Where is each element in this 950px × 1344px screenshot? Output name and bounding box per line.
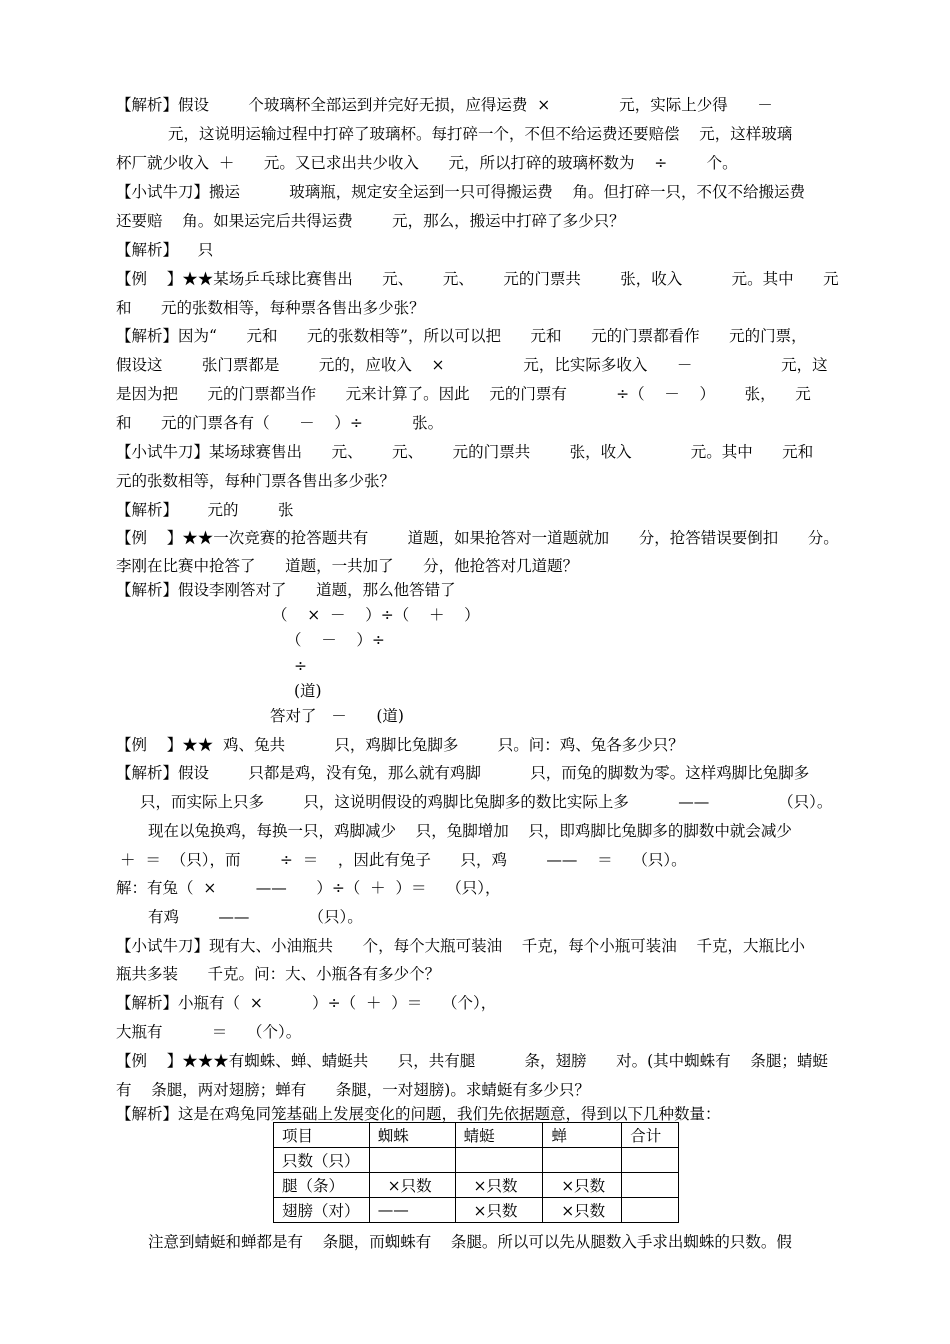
- table-cell: 翅膀（对）: [274, 1198, 370, 1223]
- text-line: （ × － ）÷（ ＋ ）: [272, 606, 480, 624]
- text-line: 【例 】★★ 鸡、兔共 只，鸡脚比兔脚多 只。问：鸡、兔各多少只？: [116, 736, 684, 754]
- text-line: 和 元的张数相等，每种票各售出多少张？: [116, 299, 425, 317]
- table-cell: [622, 1148, 679, 1173]
- table-row: [274, 1198, 679, 1223]
- text-line: ＋ ＝ （只），而 ÷ ＝ ，因此有兔子 只，鸡 —— ＝ （只）。: [120, 851, 687, 869]
- table-cell: ×只数: [455, 1198, 543, 1223]
- text-line: 和 元的门票各有（ － ）÷ 张。: [116, 414, 444, 432]
- table-header-cell: 合计: [622, 1123, 679, 1148]
- text-line: 答对了 － (道): [270, 707, 404, 725]
- text-line: 解：有兔（ × —— ）÷（ ＋ ）＝ （只），: [116, 879, 501, 897]
- text-line: 【解析】假设 只都是鸡，没有兔，那么就有鸡脚 只，而兔的脚数为零。这样鸡脚比兔脚多: [116, 764, 810, 782]
- text-line: ÷: [294, 657, 307, 675]
- text-line: 假设这 张门票都是 元的，应收入 × 元，比实际多收入 － 元，这: [116, 356, 828, 374]
- table-header-cell: 项目: [274, 1123, 370, 1148]
- table-cell: [622, 1198, 679, 1223]
- text-line: 【解析】小瓶有（ × ）÷（ ＋ ）＝ （个），: [116, 994, 497, 1012]
- table-cell: 腿（条）: [274, 1173, 370, 1198]
- text-line: 只，而实际上只多 只，这说明假设的鸡脚比兔脚多的数比实际上多 —— （只）。: [140, 793, 833, 811]
- text-line: 李刚在比赛中抢答了 道题，一共加了 分，他抢答对几道题？: [116, 557, 579, 575]
- text-line: 【小试牛刀】某场球赛售出 元、 元、 元的门票共 张，收入 元。其中 元和: [116, 443, 814, 461]
- quantity-table: [273, 1122, 679, 1223]
- text-line: 元，这说明运输过程中打碎了玻璃杯。每打碎一个，不但不给运费还要赔偿 元，这样玻璃: [168, 125, 793, 143]
- text-line: 还要赔 角。如果运完后共得运费 元，那么，搬运中打碎了多少只？: [116, 212, 625, 230]
- text-line: （ － ）÷: [286, 631, 385, 649]
- text-line: 杯厂就少收入 ＋ 元。又已求出共少收入 元，所以打碎的玻璃杯数为 ÷ 个。: [116, 154, 738, 172]
- text-line: 瓶共多装 千克。问：大、小瓶各有多少个？: [116, 965, 441, 983]
- text-line: 【小试牛刀】现有大、小油瓶共 个，每个大瓶可装油 千克，每个小瓶可装油 千克，大瓶比小: [116, 937, 805, 955]
- text-line: 【解析】 元的 张: [116, 501, 294, 519]
- text-line: 有 条腿，两对翅膀；蝉有 条腿，一对翅膀)。求蜻蜓有多少只？: [116, 1081, 590, 1099]
- text-line: 【解析】因为“ 元和 元的张数相等”，所以可以把 元和 元的门票都看作 元的门票，: [116, 327, 807, 345]
- text-line: 【例 】★★★有蜘蛛、蝉、蜻蜓共 只，共有腿 条，翅膀 对。(其中蜘蛛有 条腿；蜻蜓: [116, 1052, 828, 1070]
- text-line: 是因为把 元的门票都当作 元来计算了。因此 元的门票有 ÷（ － ） 张， 元: [116, 385, 811, 403]
- table-row: [274, 1148, 679, 1173]
- table-cell: ×只数: [369, 1173, 455, 1198]
- table-cell: [543, 1148, 622, 1173]
- table-cell: ×只数: [543, 1173, 622, 1198]
- text-line: 【解析】这是在鸡兔同笼基础上发展变化的问题，我们先依据题意，得到以下几种数量：: [116, 1105, 721, 1123]
- table-cell: ——: [369, 1198, 455, 1223]
- table-header-cell: 蜘蛛: [369, 1123, 455, 1148]
- text-line: 【解析】假设李刚答对了 道题，那么他答错了: [116, 581, 456, 599]
- table-header-row: [274, 1123, 679, 1148]
- text-line: (道): [294, 682, 322, 700]
- text-line: 【例 】★★一次竞赛的抢答题共有 道题，如果抢答对一道题就加 分，抢答错误要倒扣 分。: [116, 529, 839, 547]
- text-line: 【例 】★★某场乒乓球比赛售出 元、 元、 元的门票共 张，收入 元。其中 元: [116, 270, 839, 288]
- text-line: 【解析】假设 个玻璃杯全部运到并完好无损，应得运费 × 元，实际上少得 －: [116, 96, 773, 114]
- table-header-cell: 蝉: [543, 1123, 622, 1148]
- table-cell: [455, 1148, 543, 1173]
- table-header-cell: 蜻蜓: [455, 1123, 543, 1148]
- text-line: 【小试牛刀】搬运 玻璃瓶，规定安全运到一只可得搬运费 角。但打碎一只，不仅不给搬运费: [116, 183, 805, 201]
- table-cell: [622, 1173, 679, 1198]
- table-cell: ×只数: [543, 1198, 622, 1223]
- table-cell: [369, 1148, 455, 1173]
- text-line: 大瓶有 ＝ （个）。: [116, 1023, 302, 1041]
- text-line: 现在以兔换鸡，每换一只，鸡脚减少 只，兔脚增加 只，即鸡脚比兔脚多的脚数中就会减少: [148, 822, 792, 840]
- text-line: 【解析】 只: [116, 241, 214, 259]
- text-line: 元的张数相等，每种门票各售出多少张？: [116, 472, 396, 490]
- table-cell: ×只数: [455, 1173, 543, 1198]
- table-row: [274, 1173, 679, 1198]
- text-line: 有鸡 —— （只）。: [148, 908, 363, 926]
- table-cell: 只数（只）: [274, 1148, 370, 1173]
- text-line: 注意到蜻蜓和蝉都是有 条腿，而蜘蛛有 条腿。所以可以先从腿数入手求出蜘蛛的只数。假: [148, 1233, 792, 1251]
